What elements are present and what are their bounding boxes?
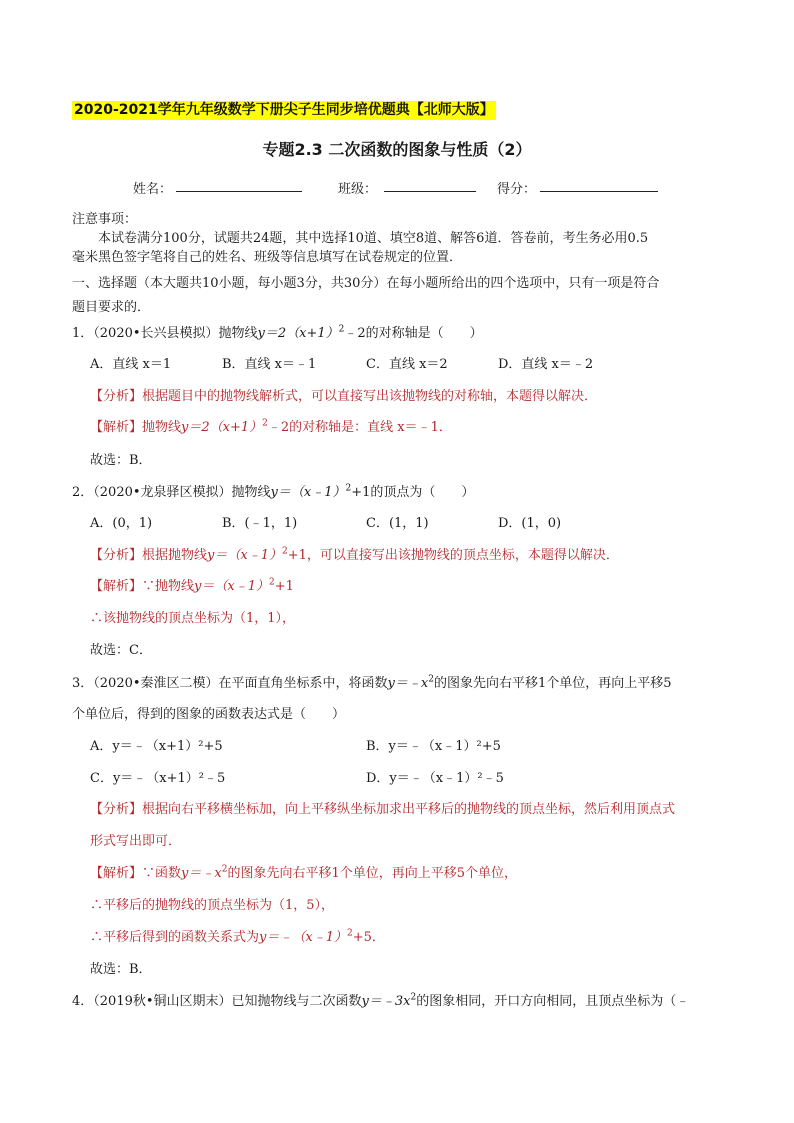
q2-solution-line-2: ∴该抛物线的顶点坐标为（1，1），: [90, 611, 296, 626]
q1-stem: 1．（2020•长兴县模拟）抛物线$y=2(x+1)^2﹣2$的对称轴是（ ）: [72, 324, 483, 341]
q3-solution-line-2: ∴平移后的抛物线的顶点坐标为（1，5），: [90, 898, 335, 913]
q3-option-d: D．y＝﹣（x﹣1）²﹣5: [366, 771, 504, 786]
q3-option-b: B．y＝﹣（x﹣1）²+5: [366, 739, 501, 754]
q2-option-d: D．(1，0): [498, 516, 562, 531]
q1-analysis: 【分析】根据题目中的抛物线解析式，可以直接写出该抛物线的对称轴，本题得以解决．: [90, 389, 598, 404]
class-label: 班级：: [338, 182, 378, 197]
q1-solution: 【解析】抛物线$y=2(x+1)^2﹣2$的对称轴是：直线 x＝﹣1．: [90, 418, 452, 435]
notes-heading: 注意事项：: [72, 212, 138, 227]
q1-option-a: A．直线 x＝1: [90, 357, 172, 372]
q3-solution: 【解析】∵函数$y=﹣x^2$的图象先向右平移1个单位，再向上平移5个单位，: [90, 864, 517, 881]
q1-option-b: B．直线 x＝﹣1: [222, 357, 317, 372]
q2-option-a: A．(0，1): [90, 516, 153, 531]
q2-stem: 2．（2020•龙泉驿区模拟）抛物线y＝（x﹣1）$^2$+1的顶点为（ ）: [72, 483, 475, 500]
name-label: 姓名：: [133, 182, 173, 197]
score-label: 得分：: [497, 182, 537, 197]
q3-analysis-line-2: 形式写出即可．: [90, 834, 182, 849]
q3-answer: 故选：B．: [90, 962, 152, 977]
section-heading: 一、选择题（本大题共10小题，每小题3分，共30分）在每小题所给出的四个选项中，只有一项是符合: [72, 276, 660, 291]
series-header: 2020-2021学年九年级数学下册尖子生同步培优题典【北师大版】: [74, 102, 494, 118]
q3-stem: 3．（2020•秦淮区二模）在平面直角坐标系中，将函数$y=﹣x^2$的图象先向右平移1个单位，再向上平移5: [72, 674, 672, 691]
q2-analysis: 【分析】根据抛物线y＝（x﹣1）$^2$+1，可以直接写出该抛物线的顶点坐标，本题得以解决．: [90, 546, 619, 563]
q3-solution-line-3: ∴平移后得到的函数关系式为y＝﹣（x﹣1）$^2$+5．: [90, 928, 385, 945]
section-heading-cont: 题目要求的．: [72, 300, 151, 315]
q2-option-b: B．(﹣1，1): [222, 516, 298, 531]
name-field[interactable]: [176, 177, 302, 192]
q3-option-c: C．y＝﹣（x+1）²﹣5: [90, 771, 226, 786]
q3-option-a: A．y＝﹣（x+1）²+5: [90, 739, 223, 754]
q1-answer: 故选：B．: [90, 453, 152, 468]
q4-stem: 4．（2019秋•铜山区期末）已知抛物线与二次函数$y=﹣3x^2$的图象相同，开口方向相同，且顶点坐标为（﹣: [72, 992, 690, 1009]
q2-solution: 【解析】∵抛物线y＝（x﹣1）$^2$+1: [90, 577, 294, 594]
page-title: 专题2.3 二次函数的图象与性质（2）: [262, 140, 532, 159]
class-field[interactable]: [384, 177, 476, 192]
q3-analysis: 【分析】根据向右平移横坐标加，向上平移纵坐标加求出平移后的抛物线的顶点坐标，然后利用顶点式: [90, 802, 676, 817]
q2-answer: 故选：C．: [90, 643, 152, 658]
notes-line-1: 本试卷满分100分，试题共24题，其中选择10道、填空8道、解答6道．答卷前，考生务必用0.5: [98, 231, 649, 246]
q1-option-c: C．直线 x＝2: [366, 357, 448, 372]
q1-option-d: D．直线 x＝﹣2: [498, 357, 594, 372]
q2-option-c: C．(1，1): [366, 516, 429, 531]
score-field[interactable]: [540, 177, 658, 192]
q3-stem-line-2: 个单位后，得到的图象的函数表达式是（ ）: [72, 707, 346, 722]
notes-line-2: 毫米黑色签字笔将自己的姓名、班级等信息填写在试卷规定的位置．: [72, 250, 463, 265]
